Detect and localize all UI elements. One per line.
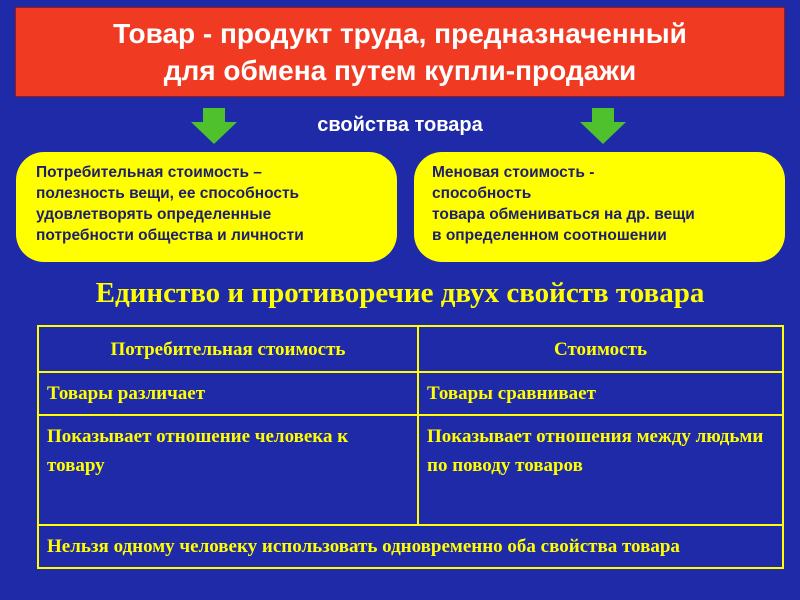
use-value-line: полезность вещи, ее способность xyxy=(36,185,300,202)
table-cell: Товары сравнивает xyxy=(418,372,783,415)
table-header-cell: Потребительная стоимость xyxy=(38,326,418,372)
title-line-1: Товар - продукт труда, предназначенный xyxy=(113,18,687,49)
exchange-value-line: товара обмениваться на др. вещи xyxy=(432,206,695,223)
table-footer-cell: Нельзя одному человеку использовать одновременно оба свойства товара xyxy=(38,525,783,568)
section-heading: Единство и противоречие двух свойств товара xyxy=(95,277,705,309)
comparison-table xyxy=(37,325,784,569)
use-value-box xyxy=(16,152,397,262)
use-value-line: удовлетворять определенные xyxy=(36,206,272,223)
subtitle: свойства товара xyxy=(317,114,483,136)
table-row xyxy=(38,525,783,568)
use-value-line: Потребительная стоимость – xyxy=(36,164,262,181)
table-row xyxy=(38,372,783,415)
title-line-2: для обмена путем купли-продажи xyxy=(163,55,637,86)
table-cell: Показывает отношения между людьми по поводу товаров xyxy=(418,415,783,525)
exchange-value-box xyxy=(414,152,785,262)
table-header-row xyxy=(38,326,783,372)
title-box xyxy=(15,7,785,97)
exchange-value-line: Меновая стоимость - xyxy=(432,164,595,181)
table-header-cell: Стоимость xyxy=(418,326,783,372)
exchange-value-line: способность xyxy=(432,185,532,202)
table-row xyxy=(38,415,783,525)
table-cell: Товары различает xyxy=(38,372,418,415)
table-cell: Показывает отношение человека к товару xyxy=(38,415,418,525)
exchange-value-line: в определенном соотношении xyxy=(432,227,667,244)
use-value-line: потребности общества и личности xyxy=(36,227,304,244)
